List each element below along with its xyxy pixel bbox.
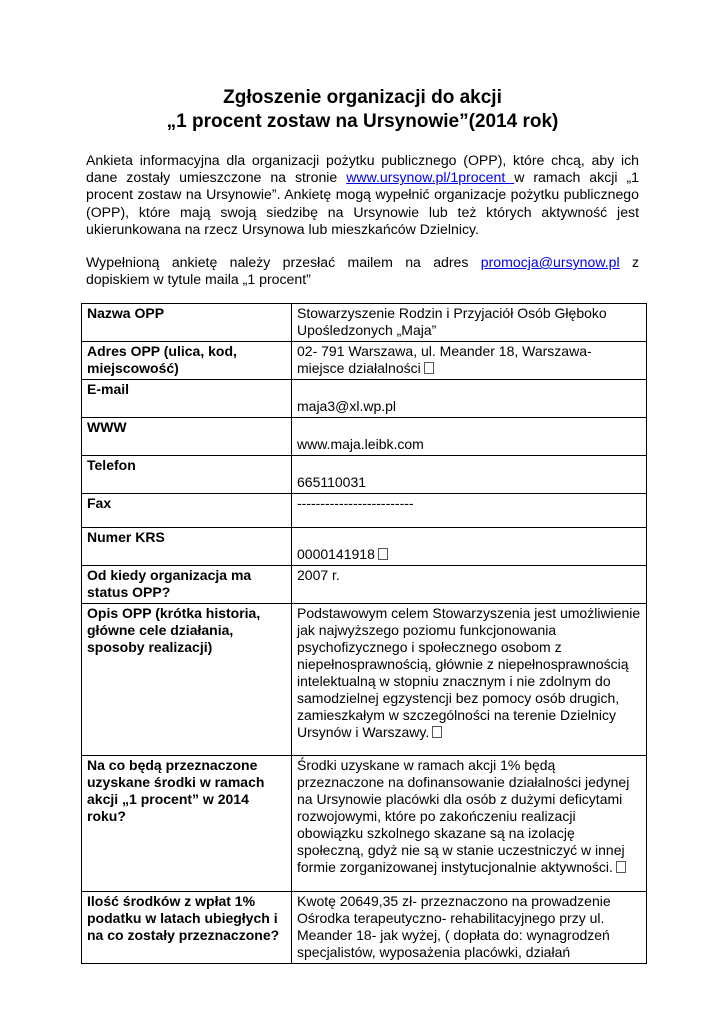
value-krs: 0000141918 <box>297 546 375 562</box>
row-opis <box>82 604 647 756</box>
row-ilosc <box>82 892 647 964</box>
row-telefon <box>82 456 647 494</box>
label-cel: Na co będą przeznaczone uzyskane środki w ramach akcji „1 procent” w 2014 roku? <box>82 756 292 892</box>
promocja-email-link[interactable]: promocja@ursynow.pl <box>480 254 620 270</box>
value-od-kiedy: 2007 r. <box>292 566 647 604</box>
label-telefon: Telefon <box>82 456 292 494</box>
value-cel-cell <box>292 756 647 892</box>
value-www-cell <box>292 418 647 456</box>
label-opis: Opis OPP (krótka historia, główne cele działania, sposoby realizacji) <box>82 604 292 756</box>
document-title <box>0 86 725 134</box>
row-cel <box>82 756 647 892</box>
value-email: maja3@xl.wp.pl <box>297 398 397 414</box>
label-od-kiedy: Od kiedy organizacja ma status OPP? <box>82 566 292 604</box>
row-krs <box>82 528 647 566</box>
intro-paragraph <box>86 152 639 238</box>
missing-glyph-icon <box>616 861 626 873</box>
ursynow-1procent-link[interactable]: www.ursynow.pl/1procent <box>346 169 515 186</box>
label-www: WWW <box>82 418 292 456</box>
value-cel: Środki uzyskane w ramach akcji 1% będą przeznaczone na dofinansowanie działalności jedynej na Ursynowie placówki dla osób z dużymi deficytami rozwojowymi, które po zakończeniu realizacji obowiązku szkolnego skazane są na izolację społeczną, gdyż nie są w stanie uczestniczyć w innej formie zorganizowanej instytucjonalnie aktywności. <box>297 757 630 875</box>
value-telefon-cell <box>292 456 647 494</box>
missing-glyph-icon <box>378 548 388 560</box>
title-line-1: Zgłoszenie organizacji do akcji <box>223 87 502 108</box>
value-www: www.maja.leibk.com <box>297 436 424 452</box>
send-text-start: Wypełnioną ankietę należy przesłać mailem na adres <box>86 254 481 270</box>
send-instructions <box>86 254 639 288</box>
send-text-end: z dopiskiem w tytule maila „1 procent” <box>86 254 639 288</box>
title-line-2: „1 procent zostaw na Ursynowie”(2014 rok) <box>166 111 559 132</box>
value-nazwa: Stowarzyszenie Rodzin i Przyjaciół Osób Głęboko Upośledzonych „Maja” <box>292 304 647 342</box>
label-email: E-mail <box>82 380 292 418</box>
missing-glyph-icon <box>432 726 442 738</box>
value-fax: ------------------------- <box>292 494 647 528</box>
value-opis-cell <box>292 604 647 756</box>
value-email-cell <box>292 380 647 418</box>
value-opis: Podstawowym celem Stowarzyszenia jest umożliwienie jak najwyższego poziomu funkcjonowania psychofizycznego i społecznego osobom z niepełnosprawnością, głównie z niepełnosprawnością intelektualną w stopniu znacznym i nie zdolnym do samodzielnej egzystencji bez pomocy osób drugich, zamieszkałym w szczególności na terenie Dzielnicy Ursynów i Warszawy. <box>297 605 641 740</box>
intro-text-start: Ankieta informacyjna dla organizacji pożytku publicznego (OPP), które chcą, aby ich dane zostały umieszczone na stronie <box>86 152 639 186</box>
label-fax: Fax <box>82 494 292 528</box>
row-www <box>82 418 647 456</box>
row-nazwa <box>82 304 647 342</box>
row-adres <box>82 342 647 380</box>
label-krs: Numer KRS <box>82 528 292 566</box>
label-ilosc: Ilość środków z wpłat 1% podatku w latach ubiegłych i na co zostały przeznaczone? <box>82 892 292 964</box>
value-adres-cell <box>292 342 647 380</box>
label-adres: Adres OPP (ulica, kod, miejscowość) <box>82 342 292 380</box>
label-nazwa: Nazwa OPP <box>82 304 292 342</box>
row-fax <box>82 494 647 528</box>
row-od-kiedy <box>82 566 647 604</box>
value-ilosc: Kwotę 20649,35 zł- przeznaczono na prowadzenie Ośrodka terapeutyczno- rehabilitacyjnego przy ul. Meander 18- jak wyżej, ( dopłata do: wynagrodzeń specjalistów, wyposażenia placówki, działań <box>292 892 647 964</box>
row-email <box>82 380 647 418</box>
opp-form-table <box>81 303 647 964</box>
value-telefon: 665110031 <box>297 474 367 490</box>
value-krs-cell <box>292 528 647 566</box>
value-adres: 02- 791 Warszawa, ul. Meander 18, Warszawa- miejsce działalności <box>297 343 592 376</box>
missing-glyph-icon <box>424 362 434 374</box>
intro-text-end: w ramach akcji „1 procent zostaw na Ursynowie”. Ankietę mogą wypełnić organizacje pożytku publicznego (OPP), które mają swoją siedzibę na Ursynowie lub też których aktywność jest ukierunkowana na rzecz Ursynowa lub mieszkańców Dzielnicy. <box>86 169 639 237</box>
